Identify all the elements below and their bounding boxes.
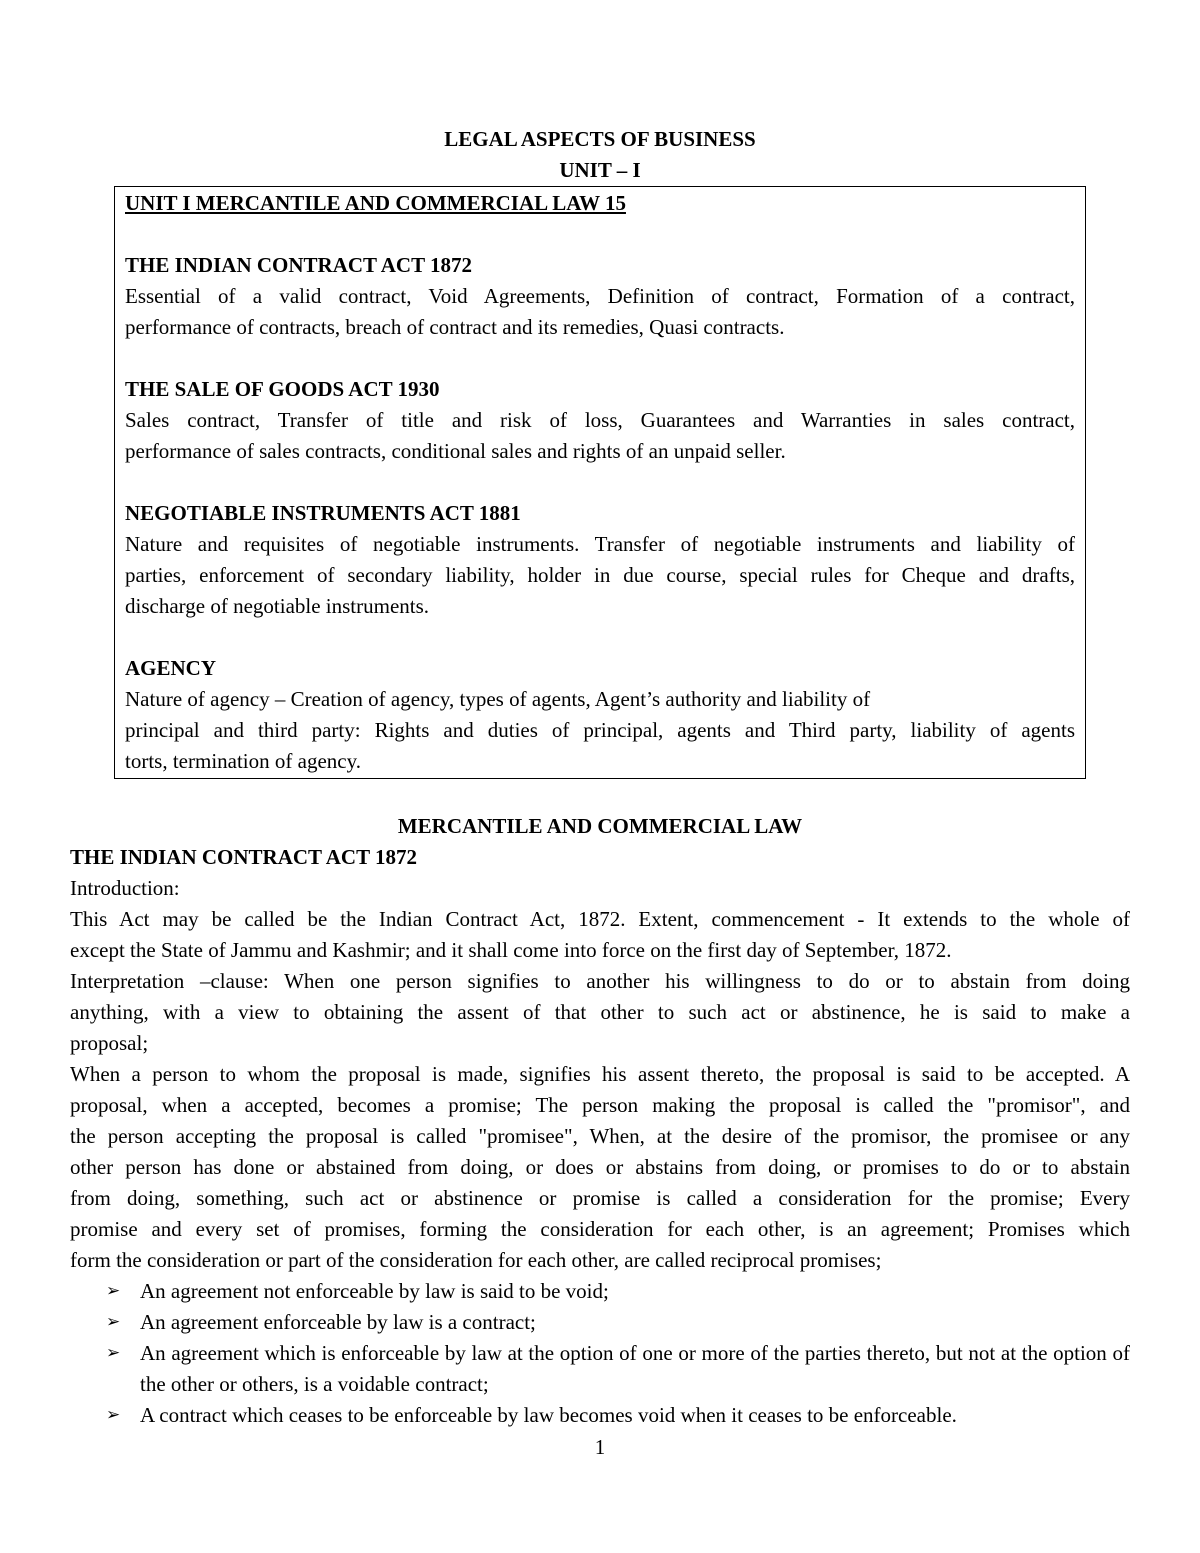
list-item <box>70 1338 1130 1400</box>
body-line: promise and every set of promises, forming the consideration for each other, is an agreement; Promises which <box>70 1217 1130 1241</box>
list-item-text: An agreement which is enforceable by law at the option of one or more of the parties thereto, but not at the option of the other or others, is a voidable contract; <box>140 1341 1130 1396</box>
body-line: When a person to whom the proposal is made, signifies his assent thereto, the proposal is said to be accepted. A <box>70 1062 1130 1086</box>
document-title: LEGAL ASPECTS OF BUSINESS <box>444 127 756 151</box>
body-line: proposal, when a accepted, becomes a promise; The person making the proposal is called the "promisor", and <box>70 1093 1130 1117</box>
section-line: discharge of negotiable instruments. <box>125 594 430 618</box>
section-line: Essential of a valid contract, Void Agreements, Definition of contract, Formation of a contract, <box>125 284 1075 308</box>
unit-label: UNIT – I <box>559 158 641 182</box>
section-title-negotiable-instruments: NEGOTIABLE INSTRUMENTS ACT 1881 <box>125 501 521 525</box>
body-line: form the consideration or part of the consideration for each other, are called reciprocal promises; <box>70 1248 882 1272</box>
act-title: THE INDIAN CONTRACT ACT 1872 <box>70 845 417 869</box>
section-line: performance of sales contracts, conditional sales and rights of an unpaid seller. <box>125 439 786 463</box>
section-title-agency: AGENCY <box>125 656 217 680</box>
body-line: proposal; <box>70 1031 149 1055</box>
list-item <box>70 1276 1130 1307</box>
arrow-bullet-icon: ➢ <box>106 1281 121 1301</box>
body-line: This Act may be called be the Indian Contract Act, 1872. Extent, commencement - It extends to the whole of <box>70 907 1130 931</box>
section-line: Sales contract, Transfer of title and risk of loss, Guarantees and Warranties in sales contract, <box>125 408 1075 432</box>
body-line: from doing, something, such act or abstinence or promise is called a consideration for the promise; Every <box>70 1186 1130 1210</box>
intro-label: Introduction: <box>70 876 180 900</box>
body-line: Interpretation –clause: When one person signifies to another his willingness to do or to abstain from doing <box>70 969 1130 993</box>
main-title: MERCANTILE AND COMMERCIAL LAW <box>397 814 803 838</box>
list-item <box>70 1307 1130 1338</box>
arrow-bullet-icon: ➢ <box>106 1343 121 1363</box>
body-line: other person has done or abstained from doing, or does or abstains from doing, or promises to do or to abstain <box>70 1155 1130 1179</box>
main-section <box>70 811 1130 1431</box>
section-line: performance of contracts, breach of contract and its remedies, Quasi contracts. <box>125 315 785 339</box>
syllabus-box <box>114 186 1086 779</box>
list-item-text: An agreement enforceable by law is a contract; <box>140 1310 536 1334</box>
section-line: torts, termination of agency. <box>125 749 361 773</box>
definitions-list <box>70 1276 1130 1431</box>
body-line: anything, with a view to obtaining the assent of that other to such act or abstinence, he is said to make a <box>70 1000 1130 1024</box>
section-line: parties, enforcement of secondary liability, holder in due course, special rules for Cheque and drafts, <box>125 563 1075 587</box>
syllabus-heading: UNIT I MERCANTILE AND COMMERCIAL LAW 15 <box>125 191 626 215</box>
list-item <box>70 1400 1130 1431</box>
arrow-bullet-icon: ➢ <box>106 1405 121 1425</box>
list-item-text: An agreement not enforceable by law is said to be void; <box>140 1279 609 1303</box>
body-line: the person accepting the proposal is called "promisee", When, at the desire of the promisor, the promisee or any <box>70 1124 1130 1148</box>
section-line: Nature and requisites of negotiable instruments. Transfer of negotiable instruments and liability of <box>125 532 1075 556</box>
section-line: principal and third party: Rights and duties of principal, agents and Third party, liability of agents <box>125 718 1075 742</box>
section-line: Nature of agency – Creation of agency, types of agents, Agent’s authority and liability of <box>125 687 871 711</box>
arrow-bullet-icon: ➢ <box>106 1312 121 1332</box>
section-title-contract-act: THE INDIAN CONTRACT ACT 1872 <box>125 253 472 277</box>
list-item-text: A contract which ceases to be enforceable by law becomes void when it ceases to be enforceable. <box>140 1403 957 1427</box>
body-line: except the State of Jammu and Kashmir; and it shall come into force on the first day of September, 1872. <box>70 938 952 962</box>
page-number: 1 <box>594 1435 606 1459</box>
section-title-sale-of-goods: THE SALE OF GOODS ACT 1930 <box>125 377 440 401</box>
